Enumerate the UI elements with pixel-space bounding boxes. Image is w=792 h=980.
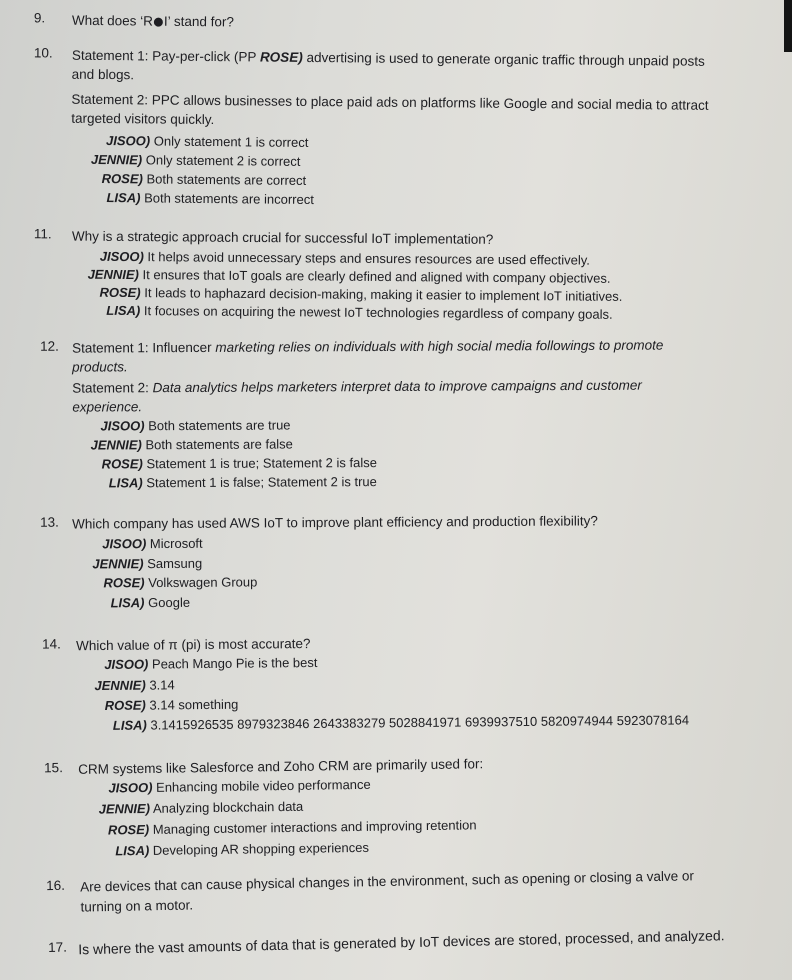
option-text: Enhancing mobile video performance — [155, 776, 371, 795]
option-label: ROSE) — [101, 170, 143, 187]
option-text: Both statements are correct — [146, 171, 307, 188]
question-text: What does ‘R — [71, 12, 154, 29]
option-label: JENNIE) — [92, 556, 144, 572]
option-text: Both statements are false — [145, 436, 293, 453]
option-text: It leads to haphazard decision-making, making it easier to implement IoT initiatives. — [144, 285, 623, 304]
option-label: JENNIE) — [90, 437, 142, 453]
option-label: LISA) — [108, 475, 143, 491]
question-number: 14. — [42, 636, 61, 652]
option-lisa[interactable] — [115, 839, 369, 861]
question-10 — [0, 44, 780, 208]
question-text: Why is a strategic approach crucial for successful IoT implementation? — [71, 228, 494, 247]
option-label: JISOO) — [100, 418, 145, 434]
option-label: LISA) — [112, 717, 147, 733]
question-number: 9. — [33, 10, 46, 26]
question-text: products. — [72, 359, 128, 375]
question-number: 16. — [46, 877, 66, 894]
question-text: Statement 2: PPC allows businesses to place paid ads on platforms like Google and social media to attract — [71, 91, 709, 113]
photo-dark-edge — [784, 0, 792, 52]
redacted-letter-dot — [154, 18, 163, 27]
question-text: Statement 2: — [72, 380, 149, 396]
option-label: LISA) — [115, 842, 150, 859]
question-text: experience. — [72, 399, 143, 415]
question-text: turning on a motor. — [80, 897, 194, 915]
option-text: Google — [148, 594, 191, 611]
option-rose[interactable] — [102, 454, 377, 473]
option-label: JISOO) — [102, 536, 147, 552]
option-text: Samsung — [147, 555, 203, 572]
option-label: ROSE) — [103, 575, 145, 591]
option-label: JENNIE) — [87, 266, 139, 283]
option-text: Both statements are true — [148, 417, 291, 434]
question-text: Statement 1: Pay-per-click (PP — [71, 47, 257, 65]
option-text: Volkswagen Group — [148, 574, 258, 591]
question-number: 12. — [40, 338, 59, 354]
option-jennie[interactable] — [92, 555, 202, 574]
option-lisa[interactable] — [109, 473, 377, 492]
option-label: LISA) — [106, 302, 141, 319]
option-text: Managing customer interactions and improving retention — [152, 817, 477, 837]
option-jisoo[interactable] — [102, 535, 203, 554]
option-text: Analyzing blockchain data — [152, 798, 304, 816]
question-15 — [0, 749, 780, 859]
option-label: ROSE) — [107, 821, 150, 838]
option-rose[interactable] — [102, 170, 307, 190]
option-text: Both statements are incorrect — [144, 190, 314, 208]
option-lisa[interactable] — [113, 711, 689, 735]
option-label: JISOO) — [108, 779, 153, 796]
question-12 — [0, 334, 780, 491]
stray-label: ROSE) — [259, 49, 303, 65]
option-jisoo[interactable] — [104, 654, 317, 674]
option-text: It focuses on acquiring the newest IoT technologies regardless of company goals. — [143, 303, 613, 322]
option-jennie[interactable] — [94, 676, 174, 695]
option-lisa[interactable] — [106, 302, 612, 324]
question-number: 13. — [40, 514, 59, 530]
option-rose[interactable] — [108, 816, 477, 839]
option-label: LISA) — [106, 190, 141, 206]
option-text: Statement 1 is true; Statement 2 is false — [146, 455, 378, 472]
option-label: JISOO) — [106, 133, 151, 149]
option-jennie[interactable] — [91, 435, 293, 454]
question-text: targeted visitors quickly. — [71, 110, 215, 128]
option-text: 3.14 something — [149, 696, 239, 713]
option-text: Only statement 2 is correct — [145, 152, 301, 169]
option-jennie[interactable] — [91, 151, 301, 171]
option-text: It ensures that IoT goals are clearly defined and aligned with company objectives. — [142, 267, 611, 286]
question-text: marketing relies on individuals with high social media followings to promote — [215, 337, 664, 355]
option-label: JENNIE) — [90, 151, 143, 168]
option-text: Developing AR shopping experiences — [152, 839, 370, 858]
question-number: 11. — [33, 226, 52, 242]
option-label: JISOO) — [104, 656, 149, 672]
option-rose[interactable] — [103, 573, 257, 592]
question-text: and blogs. — [71, 66, 135, 83]
option-jisoo[interactable] — [106, 132, 308, 152]
question-13 — [0, 509, 780, 611]
option-jennie[interactable] — [99, 798, 304, 819]
question-number: 10. — [33, 45, 53, 61]
question-16 — [0, 864, 780, 915]
option-label: ROSE) — [104, 697, 146, 713]
question-text: Which value of π (pi) is most accurate? — [76, 636, 311, 654]
question-text: Is where the vast amounts of data that is generated by IoT devices are stored, processed, and analyzed. — [78, 927, 725, 958]
option-lisa[interactable] — [110, 594, 190, 612]
question-text: Which company has used AWS IoT to improve plant efficiency and production flexibility? — [72, 513, 598, 532]
question-11 — [0, 225, 780, 322]
option-jisoo[interactable] — [100, 416, 290, 435]
option-label: JISOO) — [99, 248, 144, 265]
option-text: 3.1415926535 8979323846 2643383279 5028841971 6939937510 5820974944 5923078164 — [150, 712, 690, 733]
question-text: Data analytics helps marketers interpret data to improve campaigns and customer — [152, 377, 642, 396]
option-label: JENNIE) — [94, 677, 146, 694]
question-text: advertising is used to generate organic traffic through unpaid posts — [306, 49, 705, 69]
option-label: JENNIE) — [98, 800, 151, 817]
question-text: Are devices that can cause physical changes in the environment, such as opening or closing a valve or — [80, 868, 695, 895]
option-label: LISA) — [110, 595, 145, 611]
question-number: 15. — [44, 760, 63, 776]
question-14 — [0, 629, 780, 733]
option-lisa[interactable] — [106, 189, 314, 209]
option-text: Peach Mango Pie is the best — [151, 654, 318, 672]
option-text: Microsoft — [149, 535, 203, 552]
question-17 — [0, 923, 780, 958]
option-label: ROSE) — [99, 284, 141, 301]
option-text: Only statement 1 is correct — [153, 133, 309, 150]
option-jisoo[interactable] — [108, 776, 371, 798]
question-9 — [0, 9, 780, 30]
option-text: Statement 1 is false; Statement 2 is true — [146, 474, 377, 491]
option-text: 3.14 — [149, 677, 175, 693]
question-number: 17. — [48, 939, 68, 955]
option-label: ROSE) — [101, 456, 143, 472]
question-text: Statement 1: Influencer — [72, 339, 212, 356]
question-text: I’ stand for? — [163, 13, 235, 30]
question-text: CRM systems like Salesforce and Zoho CRM are primarily used for: — [78, 756, 484, 777]
option-rose[interactable] — [105, 696, 239, 715]
option-text: It helps avoid unnecessary steps and ensures resources are used effectively. — [147, 249, 591, 268]
